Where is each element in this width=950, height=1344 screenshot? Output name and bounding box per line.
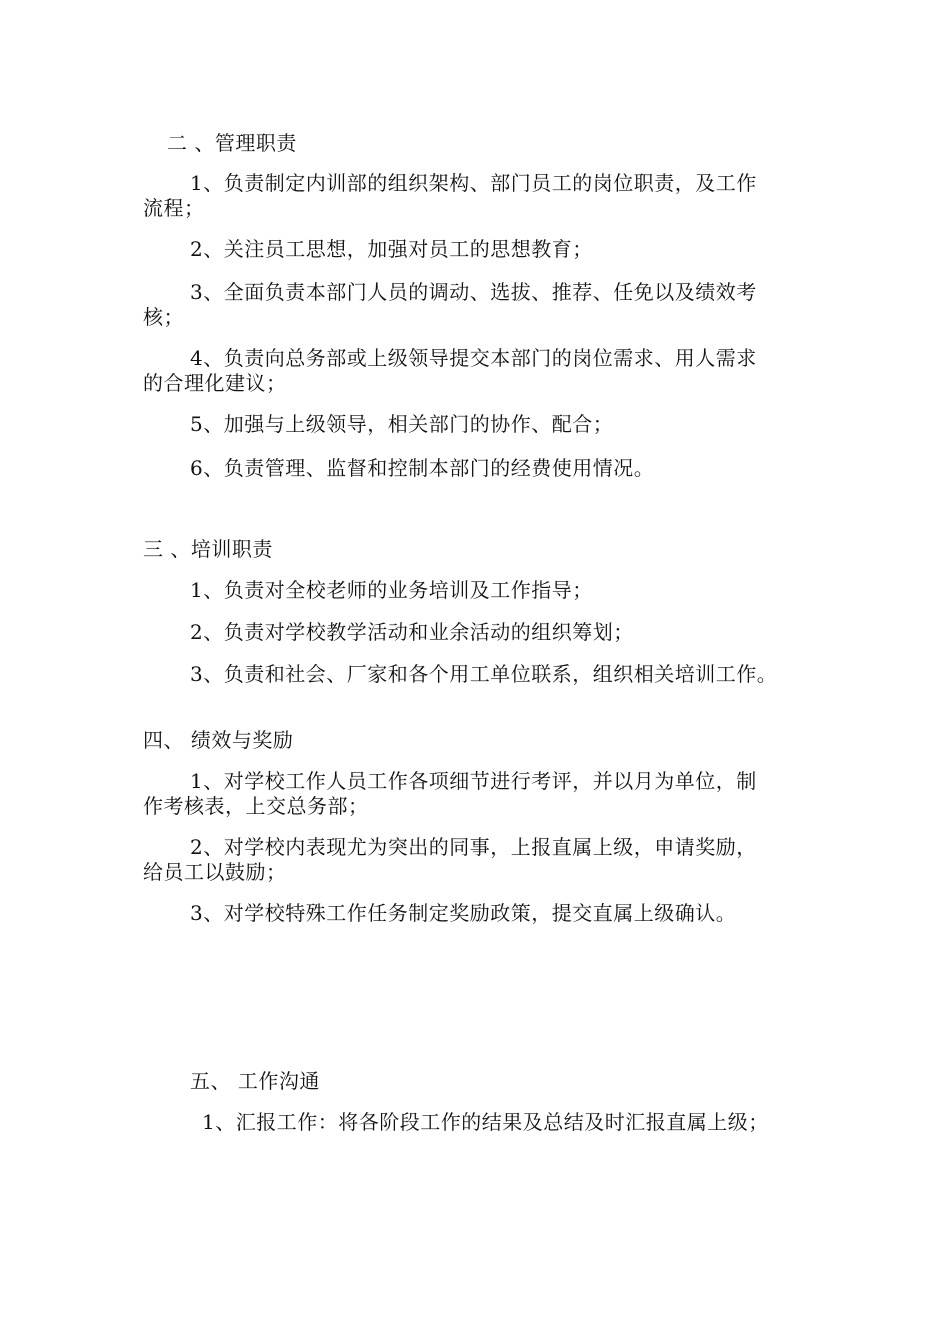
list-item-continuation: 给员工以鼓励； (143, 860, 287, 884)
section-heading-management: 二 、管理职责 (167, 131, 297, 155)
section-heading-performance: 四、 绩效与奖励 (143, 728, 294, 752)
list-item: 1、负责制定内训部的组织架构、部门员工的岗位职责，及工作 (190, 171, 757, 195)
list-item-continuation: 流程； (143, 196, 205, 220)
list-item: 4、负责向总务部或上级领导提交本部门的岗位需求、用人需求 (190, 346, 757, 370)
list-item: 1、汇报工作：将各阶段工作的结果及总结及时汇报直属上级； (202, 1110, 769, 1134)
list-item: 3、负责和社会、厂家和各个用工单位联系，组织相关培训工作。 (190, 662, 778, 686)
list-item: 2、对学校内表现尤为突出的同事，上报直属上级，申请奖励， (190, 835, 757, 859)
list-item: 5、加强与上级领导，相关部门的协作、配合； (190, 412, 614, 436)
section-heading-communication: 五、 工作沟通 (190, 1069, 320, 1093)
list-item-continuation: 作考核表，上交总务部； (143, 794, 369, 818)
list-item-continuation: 核； (143, 305, 184, 329)
list-item: 2、负责对学校教学活动和业余活动的组织筹划； (190, 620, 634, 644)
section-heading-training: 三 、培训职责 (143, 537, 273, 561)
list-item: 1、负责对全校老师的业务培训及工作指导； (190, 578, 593, 602)
list-item-continuation: 的合理化建议； (143, 371, 287, 395)
list-item: 1、对学校工作人员工作各项细节进行考评，并以月为单位，制 (190, 769, 757, 793)
list-item: 2、关注员工思想，加强对员工的思想教育； (190, 237, 593, 261)
list-item: 3、全面负责本部门人员的调动、选拔、推荐、任免以及绩效考 (190, 280, 757, 304)
list-item: 6、负责管理、监督和控制本部门的经费使用情况。 (190, 456, 655, 480)
list-item: 3、对学校特殊工作任务制定奖励政策，提交直属上级确认。 (190, 901, 737, 925)
